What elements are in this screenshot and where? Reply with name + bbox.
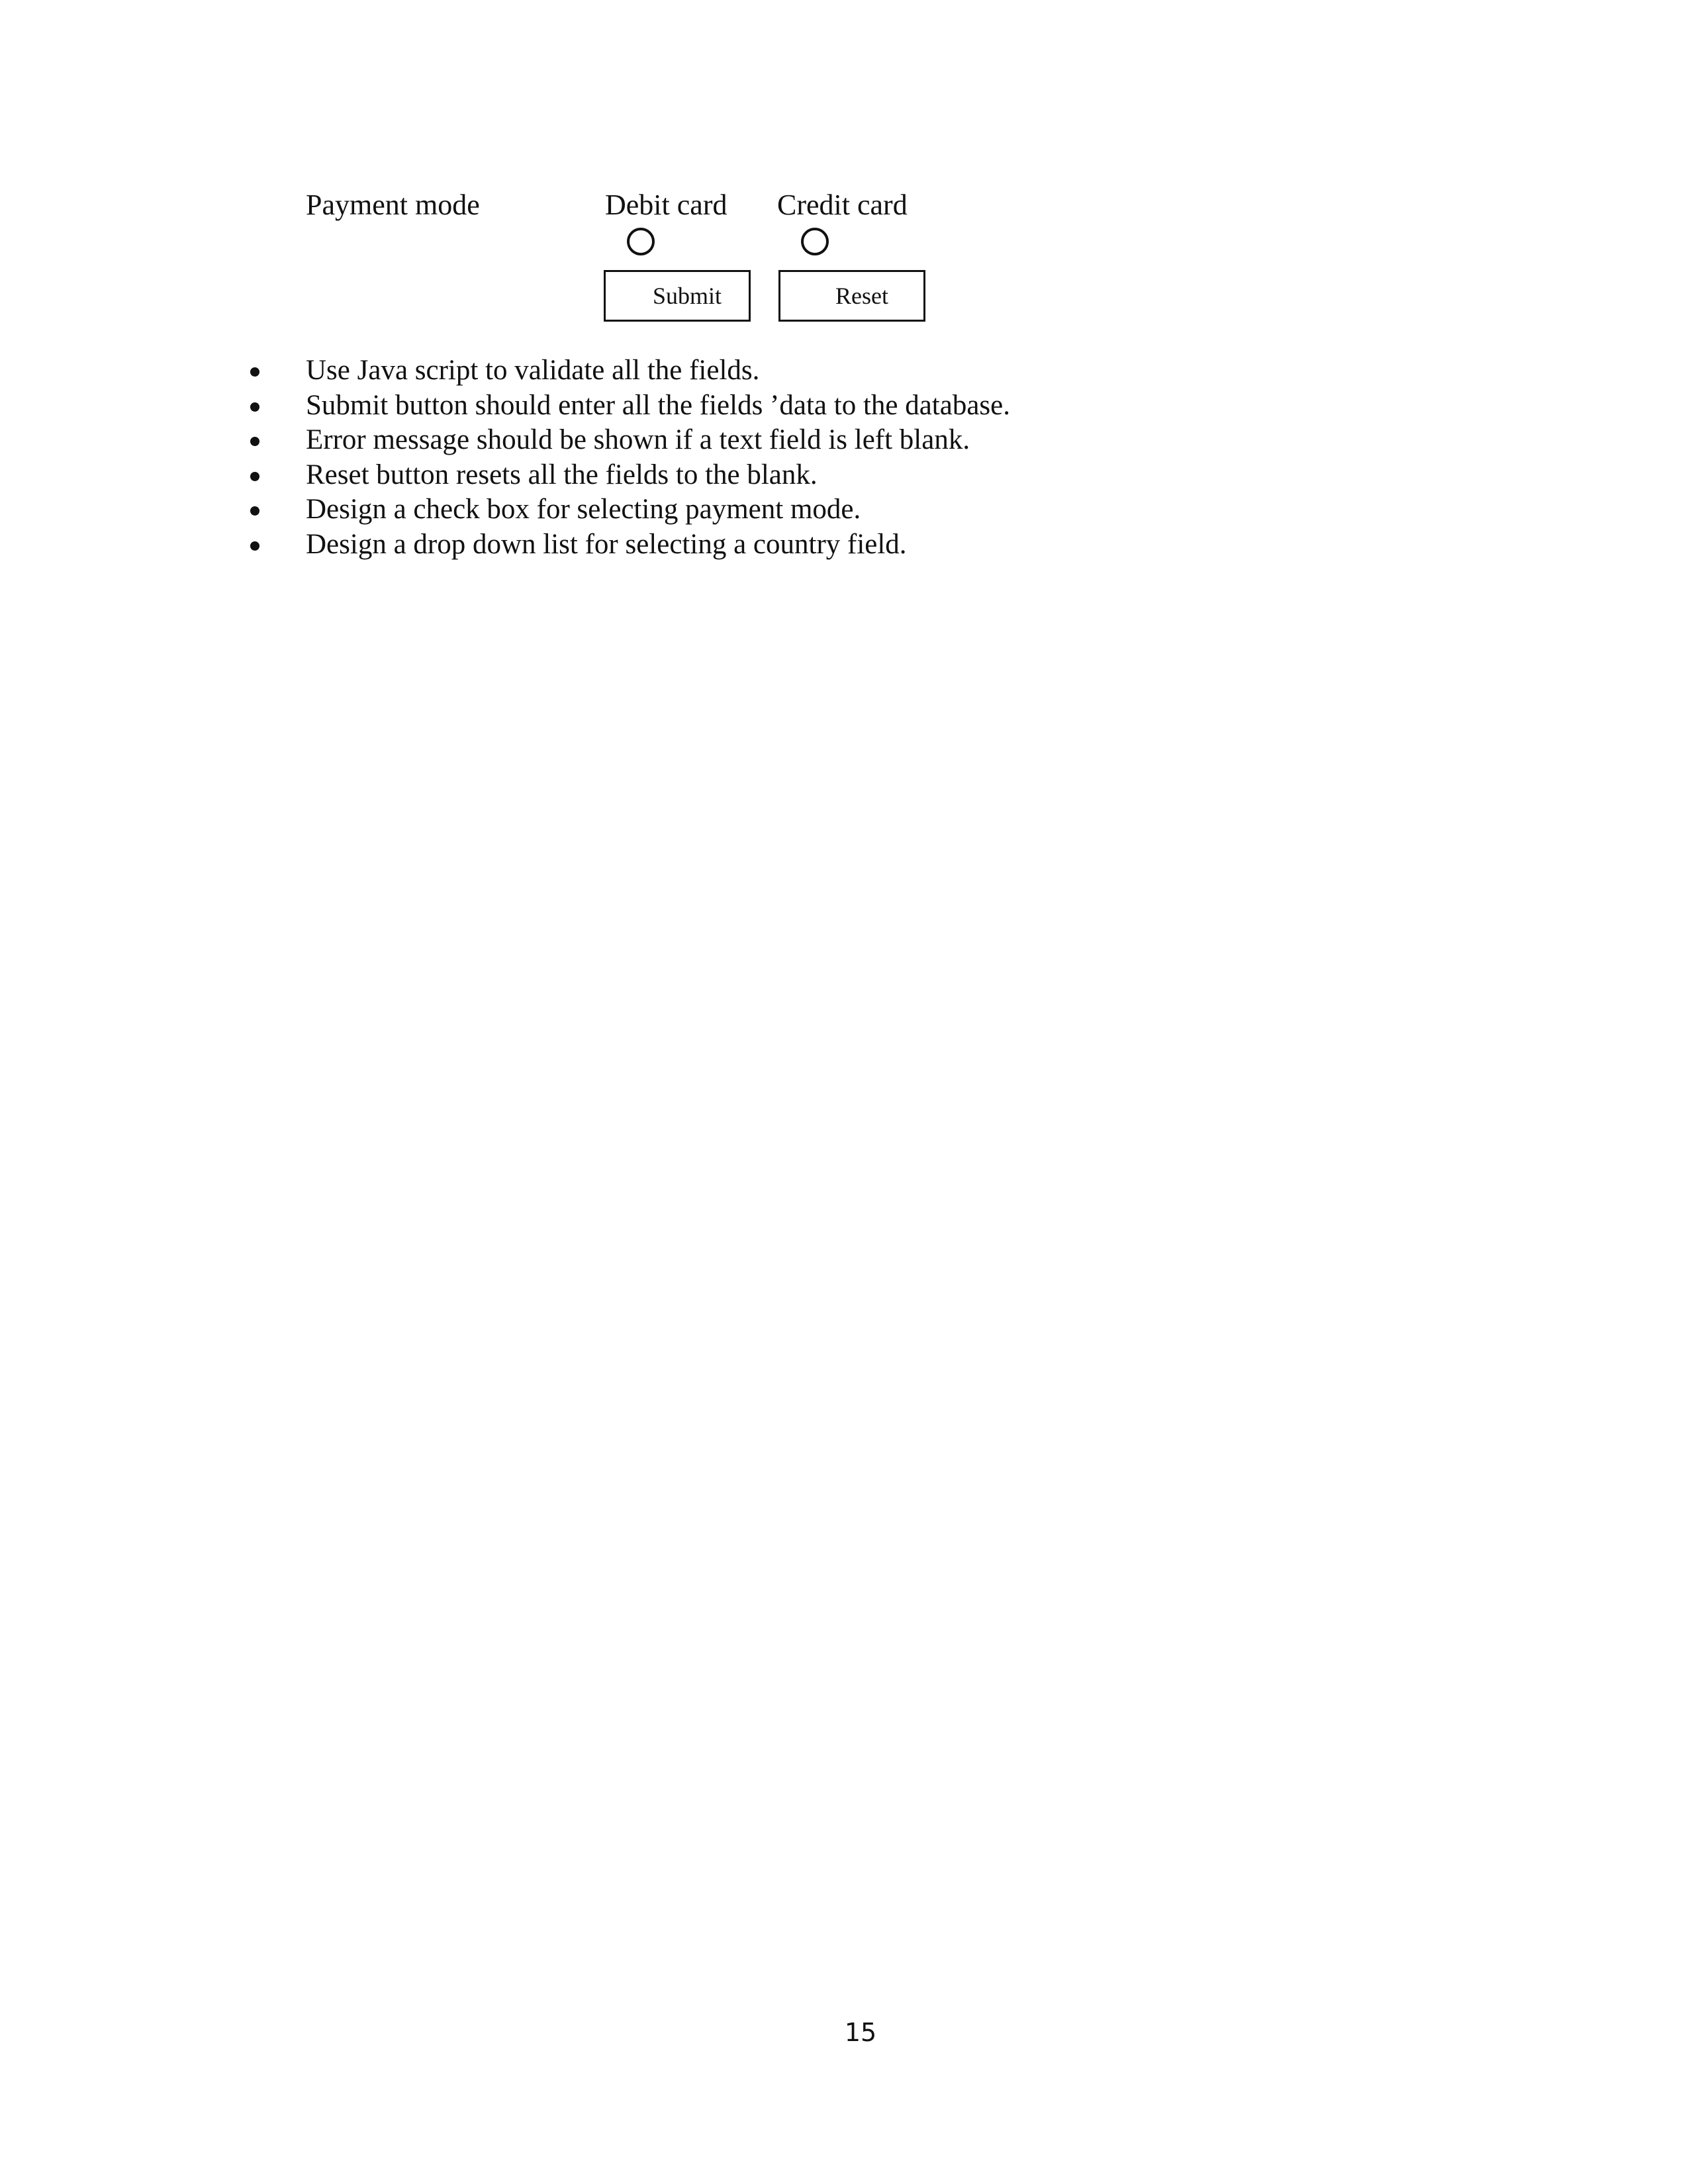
list-item-text: Use Java script to validate all the fields.	[306, 355, 760, 386]
list-item	[0, 353, 1688, 388]
bullet-icon	[250, 472, 259, 481]
list-item	[0, 527, 1688, 563]
page-number: 15	[844, 2018, 877, 2047]
list-item	[0, 388, 1688, 424]
requirements-list	[0, 353, 1688, 562]
list-item	[0, 458, 1688, 493]
bullet-icon	[250, 541, 259, 551]
reset-button[interactable]: Reset	[778, 270, 925, 322]
payment-form	[0, 0, 1688, 344]
list-item-text: Submit button should enter all the fields ’data to the database.	[306, 389, 1010, 421]
bullet-icon	[250, 367, 259, 377]
list-item-text: Error message should be shown if a text field is left blank.	[306, 424, 970, 455]
list-item	[0, 423, 1688, 458]
bullet-icon	[250, 437, 259, 446]
debit-card-label: Debit card	[605, 189, 727, 221]
debit-card-radio[interactable]	[627, 228, 655, 255]
list-item-text: Design a check box for selecting payment mode.	[306, 494, 861, 525]
bullet-icon	[250, 402, 259, 412]
list-item-text: Reset button resets all the fields to the blank.	[306, 459, 818, 490]
list-item	[0, 492, 1688, 527]
payment-mode-label: Payment mode	[306, 189, 480, 221]
list-item-text: Design a drop down list for selecting a country field.	[306, 528, 907, 560]
submit-button[interactable]: Submit	[604, 270, 751, 322]
bullet-icon	[250, 506, 259, 516]
credit-card-radio[interactable]	[801, 228, 829, 255]
credit-card-label: Credit card	[777, 189, 908, 221]
